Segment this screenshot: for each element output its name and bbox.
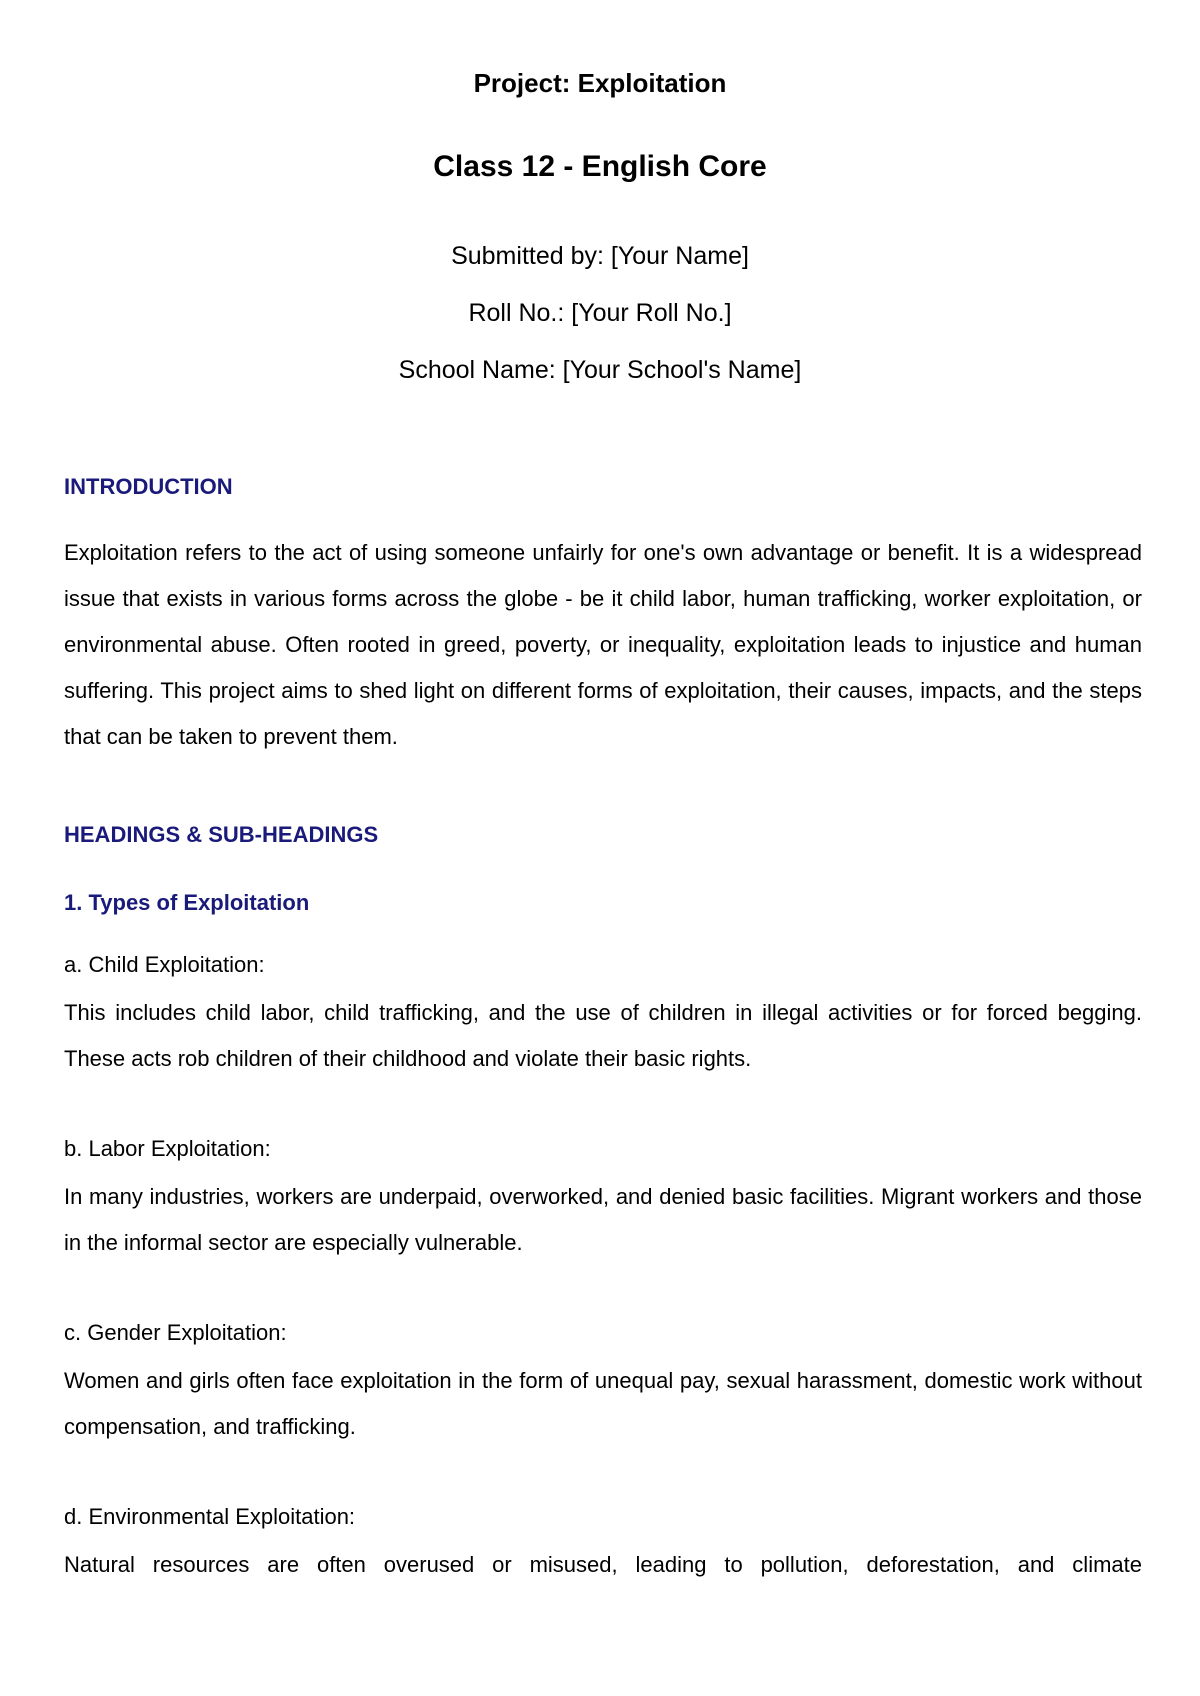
types-of-exploitation-heading: 1. Types of Exploitation (64, 890, 310, 915)
environmental-exploitation-label: d. Environmental Exploitation: (64, 1504, 356, 1529)
child-exploitation-label: a. Child Exploitation: (64, 952, 265, 977)
school-name: School Name: [Your School's Name] (398, 356, 802, 384)
headings-section-heading: HEADINGS & SUB-HEADINGS (64, 822, 379, 847)
roll-no: Roll No.: [Your Roll No.] (468, 299, 732, 327)
labor-exploitation-text: In many industries, workers are underpaid, overworked, and denied basic facilities. Migrant workers and those in the informal sector are especially vulnerable. (64, 1184, 1142, 1255)
class-title: Class 12 - English Core (433, 150, 767, 183)
gender-exploitation-label: c. Gender Exploitation: (64, 1320, 287, 1345)
submitted-by: Submitted by: [Your Name] (451, 242, 749, 270)
labor-exploitation-label: b. Labor Exploitation: (64, 1136, 271, 1161)
gender-exploitation-text: Women and girls often face exploitation in the form of unequal pay, sexual harassment, domestic work without compensation, and trafficking. (64, 1368, 1142, 1439)
project-title: Project: Exploitation (473, 68, 727, 98)
environmental-exploitation-text: Natural resources are often overused or misused, leading to pollution, deforestation, and climate (64, 1552, 1142, 1577)
introduction-text: Exploitation refers to the act of using someone unfairly for one's own advantage or benefit. It is a widespread issue that exists in various forms across the globe - be it child labor, human trafficking, worker exploitation, or environmental abuse. Often rooted in greed, poverty, or inequality, exploitation leads to injustice and human suffering. This project aims to shed light on different forms of exploitation, their causes, impacts, and the steps that can be taken to prevent them. (64, 540, 1142, 749)
introduction-heading: INTRODUCTION (64, 474, 233, 499)
child-exploitation-text: This includes child labor, child trafficking, and the use of children in illegal activities or for forced begging. These acts rob children of their childhood and violate their basic rights. (64, 1000, 1142, 1071)
